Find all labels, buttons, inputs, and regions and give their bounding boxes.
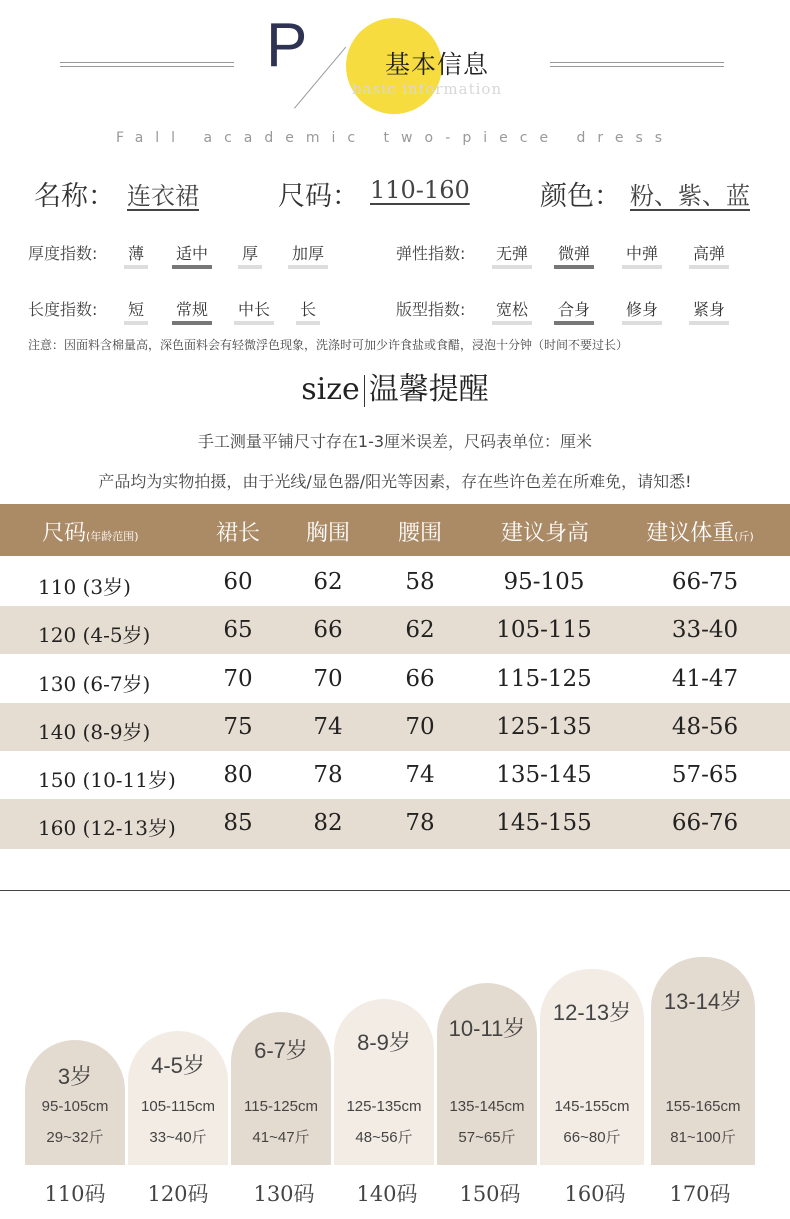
- length-label: 长度指数:: [28, 300, 98, 319]
- color-value: 粉、紫、蓝: [630, 182, 750, 210]
- fit-option-tight: 紧身: [689, 297, 729, 320]
- thickness-label: 厚度指数:: [28, 244, 98, 263]
- header-left-rule: [60, 62, 234, 67]
- size-title-a: size: [301, 372, 360, 407]
- arch-weight: 66~80斤: [563, 1129, 621, 1146]
- length-option-regular: 常规: [172, 297, 212, 320]
- arch-weight: 29~32斤: [46, 1129, 104, 1146]
- thickness-option-thick: 厚: [238, 241, 262, 264]
- table-row: [0, 606, 790, 654]
- size-arch: [437, 983, 537, 1165]
- header-title: 基本信息: [385, 50, 490, 79]
- size-title-b: 温馨提醒: [368, 372, 489, 407]
- size-table-header: [0, 504, 790, 556]
- col-size: 尺码(年龄范围): [42, 521, 139, 546]
- arch-age: 6-7岁: [254, 1038, 308, 1063]
- size-arch: [231, 1012, 331, 1165]
- arch-height: 115-125cm: [244, 1098, 318, 1115]
- arch-height: 155-165cm: [665, 1098, 741, 1115]
- cell-chest: 70: [313, 666, 343, 692]
- thickness-option-thin: 薄: [124, 241, 148, 264]
- length-option-long: 长: [296, 297, 320, 320]
- cell-size: 110 (3岁): [38, 575, 131, 599]
- cell-height: 145-155: [496, 810, 592, 836]
- size-code: 120码: [147, 1182, 209, 1206]
- fit-option-loose: 宽松: [492, 297, 532, 320]
- fit-option-fitted: 合身: [554, 297, 594, 320]
- cell-weight: 66-75: [671, 569, 739, 595]
- arch-weight: 41~47斤: [252, 1129, 310, 1146]
- size-arch: [651, 957, 755, 1165]
- cell-height: 115-125: [496, 666, 592, 692]
- header-letter: P: [266, 11, 308, 80]
- size-section-title: [0, 364, 790, 408]
- arch-age: 10-11岁: [448, 1016, 526, 1041]
- cell-skirt-length: 60: [223, 569, 253, 595]
- length-option-midlong: 中长: [234, 297, 274, 320]
- cell-height: 125-135: [496, 714, 592, 740]
- arch-height: 125-135cm: [346, 1098, 422, 1115]
- size-code: 160码: [564, 1182, 626, 1206]
- thickness-option-extra-thick: 加厚: [288, 241, 328, 264]
- cell-skirt-length: 85: [223, 810, 253, 836]
- arch-age: 3岁: [57, 1064, 93, 1089]
- name-value: 连衣裙: [127, 182, 199, 210]
- size-label: 尺码：: [278, 181, 359, 212]
- size-arch: [540, 969, 644, 1165]
- col-weight: 建议体重(斤): [646, 521, 754, 546]
- cell-weight: 33-40: [671, 617, 739, 643]
- thickness-option-medium: 适中: [172, 241, 212, 264]
- cell-chest: 74: [313, 714, 343, 740]
- color-label: 颜色：: [540, 181, 621, 212]
- table-row: [0, 655, 790, 703]
- cell-size: 150 (10-11岁): [38, 768, 176, 792]
- arch-weight: 48~56斤: [355, 1129, 413, 1146]
- cell-chest: 66: [313, 617, 343, 643]
- fit-label: 版型指数:: [396, 300, 466, 319]
- cell-weight: 41-47: [671, 666, 739, 692]
- elasticity-option-high: 高弹: [689, 241, 729, 264]
- arch-age: 4-5岁: [151, 1053, 205, 1078]
- cell-size: 160 (12-13岁): [38, 816, 176, 840]
- col-height: 建议身高: [500, 521, 589, 546]
- cell-chest: 78: [313, 762, 343, 788]
- measurement-info: 手工测量平铺尺寸存在1-3厘米误差，尺码表单位：厘米: [197, 432, 593, 451]
- cell-waist: 66: [405, 666, 435, 692]
- arch-weight: 81~100斤: [670, 1129, 736, 1146]
- cell-skirt-length: 65: [223, 617, 253, 643]
- header-right-rule: [550, 62, 724, 67]
- cell-height: 105-115: [496, 617, 592, 643]
- arch-weight: 33~40斤: [149, 1129, 207, 1146]
- arch-age: 13-14岁: [663, 989, 743, 1014]
- size-code: 130码: [253, 1182, 315, 1206]
- cell-waist: 62: [405, 617, 435, 643]
- cell-size: 120 (4-5岁): [38, 623, 151, 647]
- fit-option-slim: 修身: [622, 297, 662, 320]
- arch-weight: 57~65斤: [458, 1129, 516, 1146]
- col-skirt-length: 裙长: [215, 521, 260, 546]
- cell-waist: 74: [405, 762, 435, 788]
- col-chest: 胸围: [305, 521, 350, 546]
- header-subtitle: basic information: [352, 80, 503, 98]
- cell-height: 135-145: [496, 762, 592, 788]
- table-row: [0, 799, 790, 849]
- length-option-short: 短: [124, 297, 148, 320]
- cell-weight: 66-76: [671, 810, 739, 836]
- care-note: 注意：因面料含棉量高，深色面料会有轻微浮色现象，洗涤时可加少许食盐或食醋，浸泡十分钟（时间不要过长）: [28, 338, 629, 352]
- cell-size: 140 (8-9岁): [38, 720, 151, 744]
- elasticity-label: 弹性指数:: [396, 244, 466, 263]
- cell-chest: 62: [313, 569, 343, 595]
- cell-height: 95-105: [503, 569, 585, 595]
- size-arch: [334, 999, 434, 1165]
- elasticity-option-slight: 微弹: [554, 241, 594, 264]
- color-disclaimer: 产品均为实物拍摄，由于光线/显色器/阳光等因素，存在些许色差在所难免，请知悉!: [98, 472, 692, 491]
- arch-age: 8-9岁: [357, 1030, 411, 1055]
- cell-weight: 48-56: [671, 714, 739, 740]
- size-arch: [128, 1031, 228, 1165]
- cell-chest: 82: [313, 810, 343, 836]
- table-row: [0, 751, 790, 799]
- table-row: [0, 703, 790, 751]
- arch-age: 12-13岁: [552, 1000, 632, 1025]
- size-arch: [25, 1040, 125, 1165]
- cell-waist: 58: [405, 569, 435, 595]
- size-code: 170码: [669, 1182, 731, 1206]
- size-value: 110-160: [370, 176, 470, 204]
- tagline: Fall academic two-piece dress: [115, 130, 675, 146]
- elasticity-option-medium: 中弹: [622, 241, 662, 264]
- arch-height: 135-145cm: [449, 1098, 525, 1115]
- size-code: 150码: [459, 1182, 521, 1206]
- section-divider: [0, 890, 790, 891]
- arch-height: 145-155cm: [554, 1098, 630, 1115]
- table-row: [0, 558, 790, 606]
- name-label: 名称：: [34, 181, 115, 212]
- cell-skirt-length: 80: [223, 762, 253, 788]
- elasticity-option-none: 无弹: [492, 241, 532, 264]
- cell-skirt-length: 70: [223, 666, 253, 692]
- col-waist: 腰围: [397, 521, 442, 546]
- cell-skirt-length: 75: [223, 714, 253, 740]
- cell-waist: 70: [405, 714, 435, 740]
- size-code: 110码: [44, 1182, 106, 1206]
- cell-weight: 57-65: [671, 762, 739, 788]
- cell-size: 130 (6-7岁): [38, 672, 151, 696]
- cell-waist: 78: [405, 810, 435, 836]
- arch-height: 105-115cm: [141, 1098, 215, 1115]
- arch-height: 95-105cm: [41, 1098, 109, 1115]
- size-code: 140码: [356, 1182, 418, 1206]
